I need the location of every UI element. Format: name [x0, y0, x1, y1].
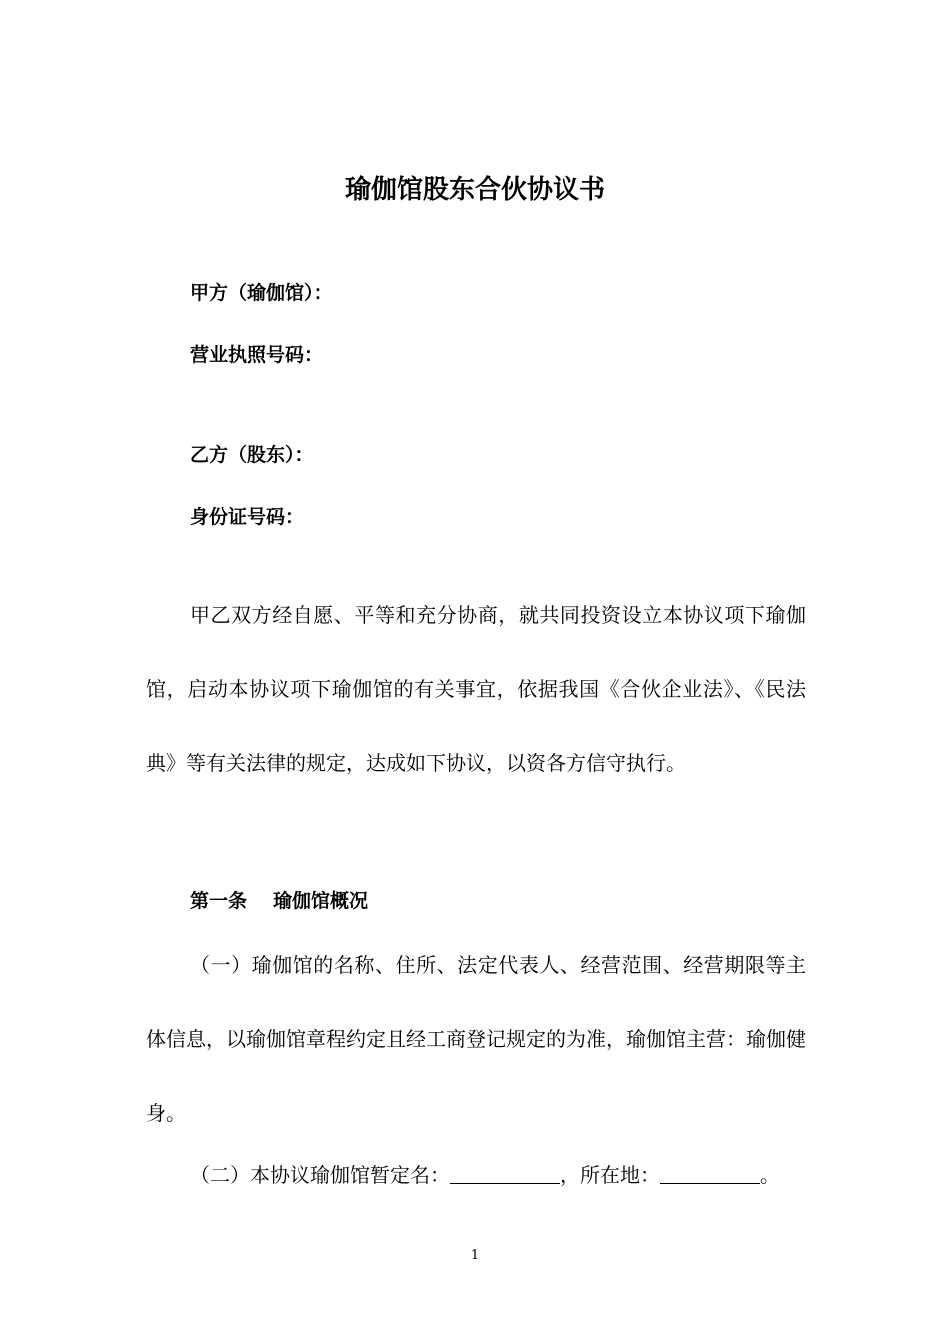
document-title: 瑜伽馆股东合伙协议书 [344, 175, 605, 205]
article-1-title: 瑜伽馆概况 [273, 890, 369, 912]
id-number-label: 身份证号码： [190, 506, 305, 528]
clause-2-prefix: （二）本协议瑜伽馆暂定名： [190, 1163, 450, 1187]
license-number-label: 营业执照号码： [190, 344, 324, 366]
intro-paragraph: 甲乙双方经自愿、平等和充分协商，就共同投资设立本协议项下瑜伽馆，启动本协议项下瑜伽馆的有关事宜，依据我国《合伙企业法》、《民法典》等有关法律的规定，达成如下协议，以资各方信守执行。 [146, 603, 806, 775]
party-a-label: 甲方（瑜伽馆）： [190, 282, 333, 304]
clause-2-suffix: 。 [760, 1163, 780, 1187]
clause-2-middle: ，所在地： [560, 1163, 660, 1187]
name-blank [450, 1161, 560, 1184]
location-blank [660, 1161, 760, 1184]
clause-2-paragraph [190, 1160, 780, 1190]
article-1-heading [190, 886, 368, 916]
article-1-number: 第一条 [190, 890, 248, 912]
page-number: 1 [470, 1248, 480, 1263]
clause-1-paragraph: （一）瑜伽馆的名称、住所、法定代表人、经营范围、经营期限等主体信息，以瑜伽馆章程约定且经工商登记规定的为准，瑜伽馆主营：瑜伽健身。 [146, 953, 806, 1125]
party-b-label: 乙方（股东）： [190, 444, 314, 466]
